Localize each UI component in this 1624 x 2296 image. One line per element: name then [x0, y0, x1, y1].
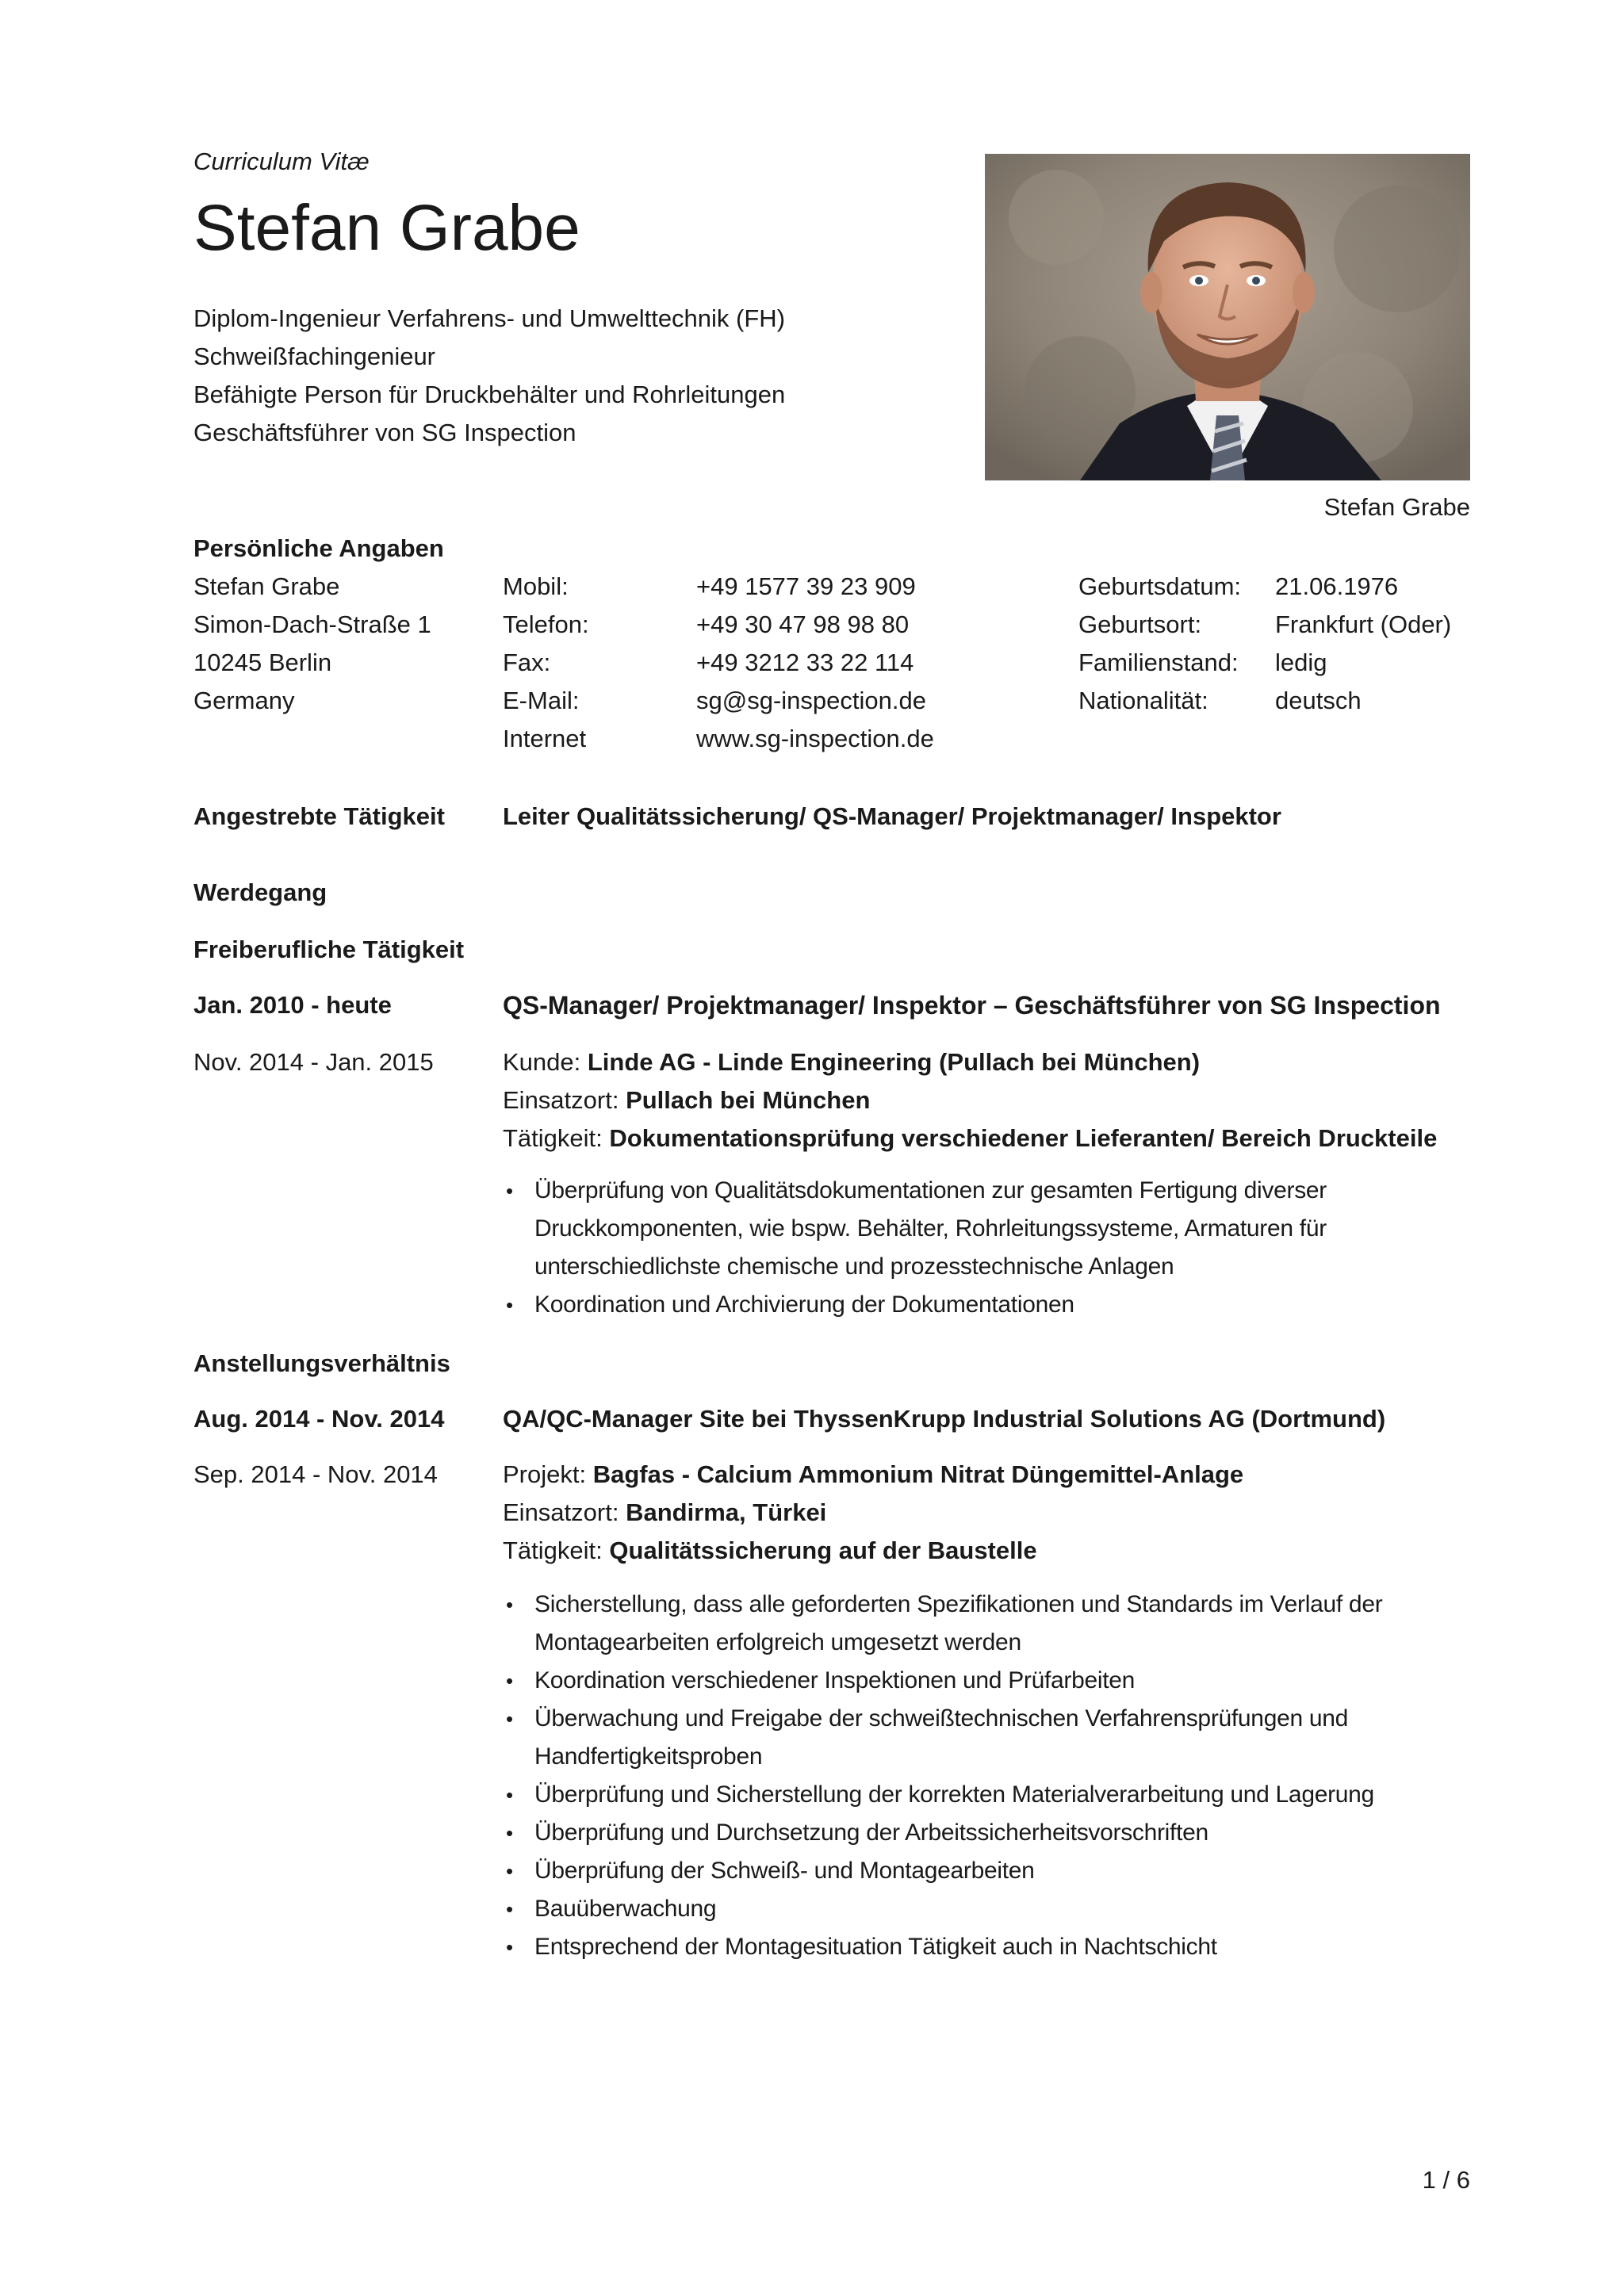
employment-period: Aug. 2014 - Nov. 2014 — [193, 1405, 445, 1433]
address-line: 10245 Berlin — [193, 649, 332, 676]
list-item: • Überprüfung von Qualitätsdokumentationen zur gesamten Fertigung diverser Druckkomponenten, wie bspw. Behälter, Rohrleitungssysteme, Armaturen für unterschiedlichste chemische und prozesstechnische Anlagen — [503, 1172, 1415, 1286]
personal-section-title: Persönliche Angaben — [193, 534, 444, 562]
contact-values — [696, 568, 934, 758]
employment-project-details — [503, 1456, 1243, 1570]
list-item: • Überwachung und Freigabe der schweißtechnischen Verfahrensprüfungen und Handfertigkeitsproben — [503, 1700, 1438, 1776]
contact-label-fax: Fax: — [503, 649, 551, 676]
detail-label-marital-status: Familienstand: — [1078, 649, 1239, 676]
work-location: Bandirma, Türkei — [626, 1498, 827, 1526]
address-line: Germany — [193, 687, 295, 714]
qualification-item: Diplom-Ingenieur Verfahrens- und Umwelttechnik (FH) — [193, 304, 786, 332]
detail-values — [1275, 568, 1451, 720]
work-activity: Dokumentationsprüfung verschiedener Lieferanten/ Bereich Druckteile — [609, 1124, 1438, 1152]
target-position-label: Angestrebte Tätigkeit — [193, 802, 445, 830]
detail-birthplace-value: Frankfurt (Oder) — [1275, 610, 1452, 638]
contact-label-internet: Internet — [503, 725, 587, 752]
detail-nationality-value: deutsch — [1275, 687, 1362, 714]
list-item: • Koordination und Archivierung der Dokumentationen — [503, 1286, 1415, 1324]
page-number: 1 / 6 — [1422, 2166, 1470, 2194]
list-item: • Überprüfung der Schweiß- und Montagearbeiten — [503, 1852, 1438, 1890]
list-item: • Überprüfung und Durchsetzung der Arbeitssicherheitsvorschriften — [503, 1814, 1438, 1852]
project-detail-line: Einsatzort: Bandirma, Türkei — [503, 1498, 827, 1526]
contact-label-email: E-Mail: — [503, 687, 580, 714]
qualifications-list — [193, 300, 785, 452]
project-detail-line: Kunde: Linde AG - Linde Engineering (Pullach bei München) — [503, 1048, 1201, 1076]
project-name: Bagfas - Calcium Ammonium Nitrat Düngemittel-Anlage — [592, 1460, 1244, 1488]
list-item: • Überprüfung und Sicherstellung der korrekten Materialverarbeitung und Lagerung — [503, 1776, 1438, 1814]
employment-role: QA/QC-Manager Site bei ThyssenKrupp Industrial Solutions AG (Dortmund) — [503, 1405, 1386, 1433]
freelance-period: Jan. 2010 - heute — [193, 991, 392, 1019]
contact-label-mobile: Mobil: — [503, 572, 569, 600]
project-detail-line: Tätigkeit: Qualitätssicherung auf der Baustelle — [503, 1536, 1037, 1564]
employment-project-period: Sep. 2014 - Nov. 2014 — [193, 1460, 438, 1488]
employment-subtitle: Anstellungsverhältnis — [193, 1349, 450, 1377]
qualification-item: Geschäftsführer von SG Inspection — [193, 419, 576, 446]
contact-labels — [503, 568, 589, 758]
freelance-role: QS-Manager/ Projektmanager/ Inspektor – Geschäftsführer von SG Inspection — [503, 991, 1441, 1020]
list-item: • Sicherstellung, dass alle geforderten Spezifikationen und Standards im Verlauf der Montagearbeiten erfolgreich umgesetzt werden — [503, 1586, 1438, 1662]
address-line: Simon-Dach-Straße 1 — [193, 610, 431, 638]
client-name: Linde AG - Linde Engineering (Pullach bei München) — [587, 1048, 1201, 1076]
employment-bullet-list — [503, 1586, 1438, 1966]
detail-marital-status-value: ledig — [1275, 649, 1327, 676]
contact-website-link[interactable]: www.sg-inspection.de — [696, 725, 934, 752]
detail-labels — [1078, 568, 1241, 720]
document-label: Curriculum Vitæ — [193, 147, 370, 175]
career-section-title: Werdegang — [193, 878, 327, 906]
project-detail-line: Tätigkeit: Dokumentationsprüfung verschiedener Lieferanten/ Bereich Druckteile — [503, 1124, 1438, 1152]
portrait-photo — [985, 154, 1470, 480]
qualification-item: Befähigte Person für Druckbehälter und Rohrleitungen — [193, 381, 786, 408]
address-line: Stefan Grabe — [193, 572, 340, 600]
person-name: Stefan Grabe — [193, 192, 580, 264]
list-item: • Entsprechend der Montagesituation Tätigkeit auch in Nachtschicht — [503, 1928, 1438, 1966]
contact-fax-value: +49 3212 33 22 114 — [696, 649, 914, 676]
photo-caption: Stefan Grabe — [1323, 493, 1470, 521]
project-detail-line: Einsatzort: Pullach bei München — [503, 1086, 871, 1114]
detail-birthdate-value: 21.06.1976 — [1275, 572, 1399, 600]
freelance-project-period: Nov. 2014 - Jan. 2015 — [193, 1048, 434, 1076]
list-item: • Koordination verschiedener Inspektionen und Prüfarbeiten — [503, 1662, 1438, 1700]
detail-label-nationality: Nationalität: — [1078, 687, 1208, 714]
detail-label-birthplace: Geburtsort: — [1078, 610, 1202, 638]
target-position-value: Leiter Qualitätssicherung/ QS-Manager/ Projektmanager/ Inspektor — [503, 802, 1281, 830]
freelance-bullet-list — [503, 1172, 1415, 1324]
work-activity: Qualitätssicherung auf der Baustelle — [609, 1536, 1037, 1564]
qualification-item: Schweißfachingenieur — [193, 342, 436, 370]
project-detail-line: Projekt: Bagfas - Calcium Ammonium Nitrat Düngemittel-Anlage — [503, 1460, 1244, 1488]
contact-label-phone: Telefon: — [503, 610, 589, 638]
detail-label-birthdate: Geburtsdatum: — [1078, 572, 1242, 600]
contact-email-link[interactable]: sg@sg-inspection.de — [696, 687, 926, 714]
list-item: • Bauüberwachung — [503, 1890, 1438, 1928]
freelance-subtitle: Freiberufliche Tätigkeit — [193, 936, 465, 963]
contact-mobile-value: +49 1577 39 23 909 — [696, 572, 916, 600]
address-block — [193, 568, 431, 720]
contact-phone-value: +49 30 47 98 98 80 — [696, 610, 910, 638]
work-location: Pullach bei München — [626, 1086, 871, 1114]
freelance-project-details — [503, 1043, 1437, 1158]
